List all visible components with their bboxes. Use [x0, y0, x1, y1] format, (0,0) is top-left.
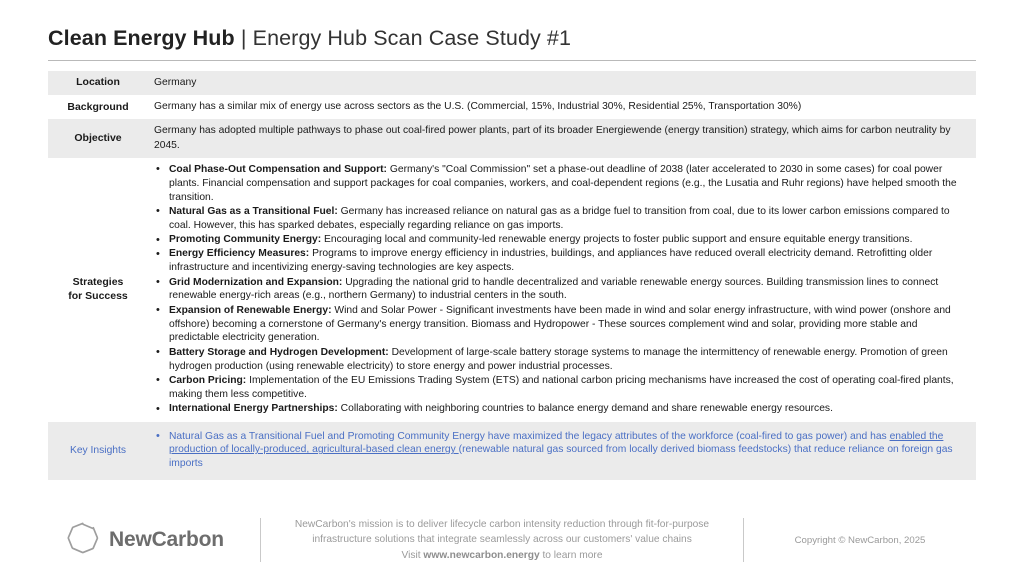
case-study-table [48, 71, 976, 480]
key-insight-text-part2: (renewable natural gas sourced from locally derived biomass feedstocks) that reduce reliance on foreign gas imports [169, 444, 953, 470]
strategy-bullet [154, 304, 968, 346]
page-title-primary: Clean Energy Hub [48, 26, 235, 50]
page-footer [48, 512, 976, 568]
row-label-strategies [48, 158, 148, 422]
strategy-bullet-text: Programs to improve energy efficiency in industries, buildings, and appliances have reduced overall electricity demand. Retrofitting older infrastructure and incentivizing energy-saving technologies are key aspects. [169, 248, 933, 274]
row-label-objective: Objective [74, 131, 122, 144]
strategy-bullet-lead: Carbon Pricing: [169, 374, 247, 386]
strategy-bullet-lead: Grid Modernization and Expansion: [169, 276, 343, 288]
copyright-notice: Copyright © NewCarbon, 2025 [794, 534, 926, 546]
strategy-bullet-text: Implementation of the EU Emissions Trading System (ETS) and national carbon pricing mechanisms have increased the cost of operating coal-fired plants, making them less competitive. [169, 374, 954, 400]
mission-line-1: NewCarbon's mission is to deliver lifecycle carbon intensity reduction through fit-for-purpose [294, 519, 710, 531]
strategies-bullet-list [154, 163, 968, 416]
page-title-secondary: Energy Hub Scan Case Study #1 [252, 26, 572, 50]
page-title-separator: | [234, 26, 253, 50]
key-insight-text-part1: Natural Gas as a Transitional Fuel and Promoting Community Energy have maximized the legacy attributes of the workforce (coal-fired to gas power) and has [169, 430, 890, 442]
row-value-background: Germany has a similar mix of energy use across sectors as the U.S. (Commercial, 15%, Industrial 30%, Residential 25%, Transportation 30%) [154, 101, 802, 113]
title-divider [48, 60, 976, 61]
strategy-bullet-lead: Promoting Community Energy: [169, 234, 322, 246]
row-label-key-insights: Key Insights [69, 444, 127, 456]
brand-lockup [48, 521, 260, 560]
row-value-strategies [148, 158, 976, 422]
strategy-bullet-text: Encouraging local and community-led renewable energy projects to foster public support and ensure equitable energy transitions. [321, 234, 913, 246]
strategy-bullet-text: Germany has increased reliance on natural gas as a bridge fuel to transition from coal, due to its lower carbon emissions compared to coal. However, this has sparked debates, especially regarding reliance on gas imports. [169, 205, 950, 231]
table-row-background [48, 95, 976, 119]
strategy-bullet [154, 402, 968, 416]
strategy-bullet-text: Collaborating with neighboring countries to balance energy demand and share renewable energy resources. [337, 403, 833, 415]
key-insight-text-underlined: enabled the production of locally-produced, agricultural-based clean energy [169, 430, 944, 456]
row-value-location: Germany [154, 77, 197, 88]
strategy-bullet-text: Development of large-scale battery storage systems to manage the intermittency of renewable energy. Promotion of green hydrogen production (using renewable electricity) to store energy and power industrial processes. [169, 346, 948, 372]
key-insights-bullet [154, 430, 968, 472]
row-label-strategies-line1: Strategies [72, 276, 124, 289]
mission-website-link[interactable]: www.newcarbon.energy [423, 549, 540, 561]
strategy-bullet [154, 163, 968, 205]
strategy-bullet [154, 374, 968, 402]
key-insights-bullet-list [154, 430, 968, 472]
strategy-bullet-text: Wind and Solar Power - Significant investments have been made in wind and solar energy infrastructure, with wind power (onshore and offshore) becoming a cornerstone of Germany's energy transition. Biomass and Hydropower - These sources complement wind and solar, providing more stable and predictable electricity generation. [169, 304, 951, 344]
strategy-bullet-lead: Expansion of Renewable Energy: [169, 304, 332, 316]
strategy-bullet [154, 276, 968, 304]
strategy-bullet-text: Upgrading the national grid to handle decentralized and variable renewable energy sources. Building transmission lines to connect renewable energy-rich areas (e.g., northern Germany) to industrial centers in the south. [169, 276, 939, 302]
table-row-objective [48, 119, 976, 157]
table-row-location [48, 71, 976, 95]
newcarbon-logo-icon [66, 521, 100, 560]
strategy-bullet-lead: International Energy Partnerships: [169, 403, 338, 415]
mission-line-2: infrastructure solutions that integrate seamlessly across our customers' value chains [312, 534, 692, 546]
strategy-bullet-lead: Coal Phase-Out Compensation and Support: [169, 163, 387, 175]
page-title [48, 26, 976, 51]
strategy-bullet-text: Germany's "Coal Commission" set a phase-out deadline of 2038 (later accelerated to 2030 in some cases) for coal power plants. Financial compensation and support packages for coal companies, workers, and coal-dependent regions (e.g., the Lusatia and Ruhr regions) have helped smooth the transition. [169, 163, 957, 203]
strategy-bullet-lead: Energy Efficiency Measures: [169, 248, 310, 260]
row-label-background: Background [67, 100, 129, 113]
brand-name: NewCarbon [109, 528, 224, 551]
strategy-bullet [154, 205, 968, 233]
row-label-location: Location [76, 76, 120, 89]
table-row-key-insights [48, 422, 976, 480]
row-label-strategies-line2: for Success [68, 289, 128, 302]
strategy-bullet [154, 247, 968, 275]
strategy-bullet-lead: Battery Storage and Hydrogen Development: [169, 346, 389, 358]
page-title-block [48, 0, 976, 71]
strategy-bullet [154, 233, 968, 247]
strategy-bullet [154, 346, 968, 374]
strategy-bullet-lead: Natural Gas as a Transitional Fuel: [169, 205, 338, 217]
row-value-objective: Germany has adopted multiple pathways to phase out coal-fired power plants, part of its broader Energiewende (energy transition) strategy, which aims for carbon neutrality by 2045. [154, 125, 951, 151]
row-value-key-insights [148, 422, 976, 480]
table-row-strategies [48, 158, 976, 422]
mission-visit-prefix: Visit [401, 549, 424, 561]
mission-visit-suffix: to learn more [539, 549, 603, 561]
mission-statement [261, 517, 743, 562]
